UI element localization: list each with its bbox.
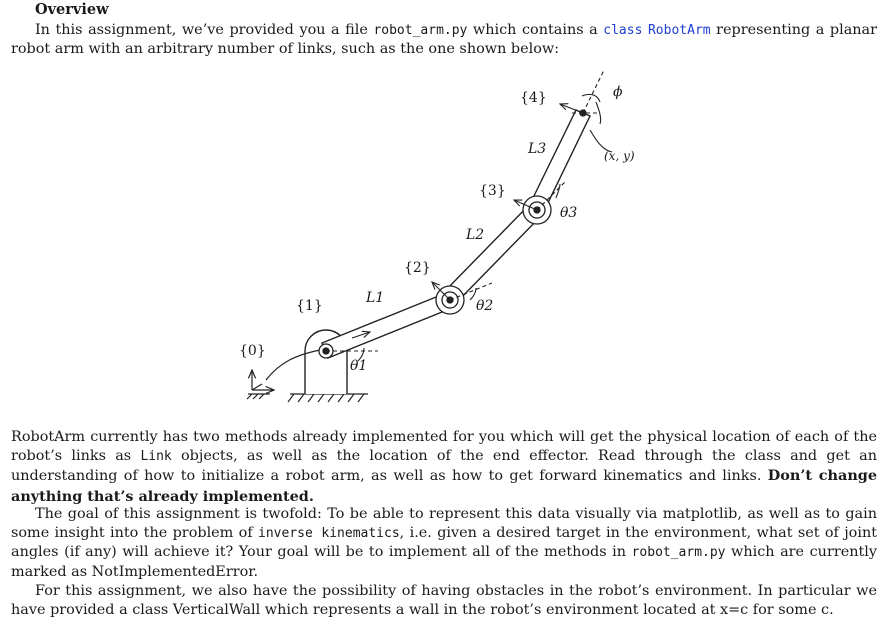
theta-3-label: θ3 — [560, 205, 578, 221]
frame-4-label: {4} — [520, 90, 547, 106]
frame-2-label: {2} — [404, 260, 431, 276]
frame-3-label: {3} — [479, 183, 506, 199]
link-3-label: L3 — [528, 141, 547, 157]
intro-text-2: which contains a — [467, 22, 604, 38]
code-class-name: RobotArm — [647, 23, 711, 38]
code-link: Link — [140, 449, 172, 465]
intro-text-1: In this assignment, we’ve provided you a file — [35, 22, 374, 38]
link-2-label: L2 — [466, 227, 485, 243]
ground-hatching — [288, 394, 368, 402]
obstacles-text: For this assignment, we also have the possibility of having obstacles in the robot’s environment. In particular we have provided a class VerticalWall which represents a wall in the robot’s environment located at x=c for some c. — [11, 583, 877, 619]
code-inverse-kinematics: inverse kinematics — [258, 526, 400, 542]
link-1-label: L1 — [366, 290, 385, 306]
theta-1-label: θ1 — [350, 358, 368, 374]
methods-text-1: RobotArm currently has two methods already implemented for you which will get the physical location of each of the robot’s links as — [11, 429, 877, 465]
theta-2-label: θ2 — [476, 298, 494, 314]
warning-text: Don’t change anything that’s already implemented. — [11, 467, 877, 505]
obstacles-paragraph — [11, 582, 877, 620]
code-class-keyword: class — [603, 23, 643, 38]
code-filename-2: robot_arm.py — [631, 545, 726, 561]
frame-0-label: {0} — [239, 343, 266, 359]
phi-label: ϕ — [613, 84, 623, 100]
end-effector-label: (x, y) — [604, 149, 635, 163]
methods-text-2: objects, as well as the location of the end effector. Read through the class and get an understanding of how to initialize a robot arm, as well as how to get forward kinematics and links. — [11, 448, 877, 485]
frame-1-label: {1} — [296, 298, 323, 314]
goal-paragraph — [11, 505, 877, 582]
goal-text-3: which are currently marked as NotImplementedError. — [11, 544, 877, 580]
intro-text-3: representing a planar robot arm with an arbitrary number of links, such as the one shown below: — [11, 22, 877, 58]
goal-text-1: The goal of this assignment is twofold: To be able to represent this data visually via matplotlib, as well as to gain some insight into the problem of — [11, 506, 877, 542]
goal-text-2: , i.e. given a desired target in the environment, what set of joint angles (if any) will achieve it? Your goal will be to implement all of the methods in — [11, 525, 877, 561]
code-filename: robot_arm.py — [373, 23, 468, 38]
methods-paragraph — [11, 428, 877, 507]
section-heading: Overview — [35, 1, 109, 18]
link-1 — [322, 293, 452, 358]
